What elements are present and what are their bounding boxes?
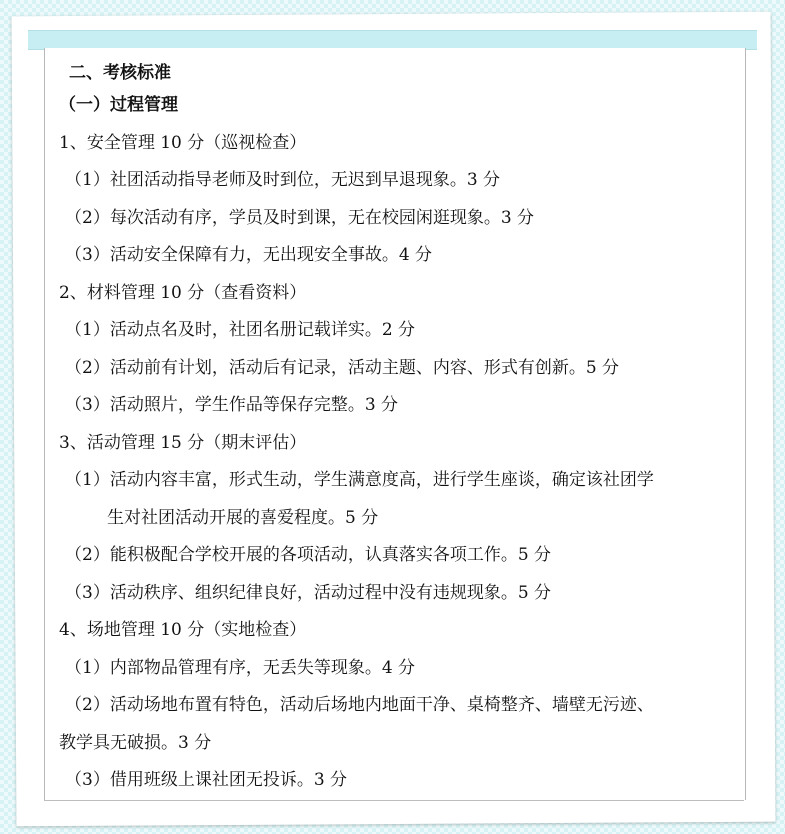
criterion-detail-continued: 教学具无破损。3 分 [59,732,212,753]
criterion-detail: （3）活动秩序、组织纪律良好，活动过程中没有违规现象。5 分 [65,582,552,603]
criterion-detail: （2）活动场地布置有特色，活动后场地内地面干净、桌椅整齐、墙壁无污迹、 [65,695,654,715]
criterion-detail: （1）社团活动指导老师及时到位，无迟到早退现象。3 分 [65,170,501,190]
criterion-detail-cut-off: （3）借用班级上课社团无投诉。3 分 [65,770,348,790]
decorative-band [28,30,757,50]
criterion-heading: 2、材料管理 10 分（查看资料） [59,282,307,303]
subsection-title: （一）过程管理 [59,95,178,115]
document-body [59,60,731,800]
criterion-heading: 1、安全管理 10 分（巡视检查） [59,132,307,153]
criterion-detail: （2）能积极配合学校开展的各项活动，认真落实各项工作。5 分 [65,545,552,565]
criterion-heading: 4、场地管理 10 分（实地检查） [59,620,307,640]
criterion-detail: （3）活动照片，学生作品等保存完整。3 分 [65,395,399,415]
criterion-detail: （2）每次活动有序，学员及时到课，无在校园闲逛现象。3 分 [65,207,535,228]
criterion-detail: （3）活动安全保障有力，无出现安全事故。4 分 [65,245,433,265]
criterion-detail: （1）内部物品管理有序，无丢失等现象。4 分 [65,657,416,678]
criterion-detail-continued: 生对社团活动开展的喜爱程度。5 分 [107,507,379,528]
criterion-detail: （1）活动内容丰富，形式生动，学生满意度高，进行学生座谈，确定该社团学 [65,470,654,490]
document-page [44,48,746,800]
criterion-detail: （2）活动前有计划，活动后有记录，活动主题、内容、形式有创新。5 分 [65,357,620,378]
bottom-rule [44,800,744,801]
section-title: 二、考核标准 [69,63,171,83]
criterion-heading: 3、活动管理 15 分（期末评估） [59,432,307,453]
criterion-detail: （1）活动点名及时，社团名册记载详实。2 分 [65,320,416,340]
